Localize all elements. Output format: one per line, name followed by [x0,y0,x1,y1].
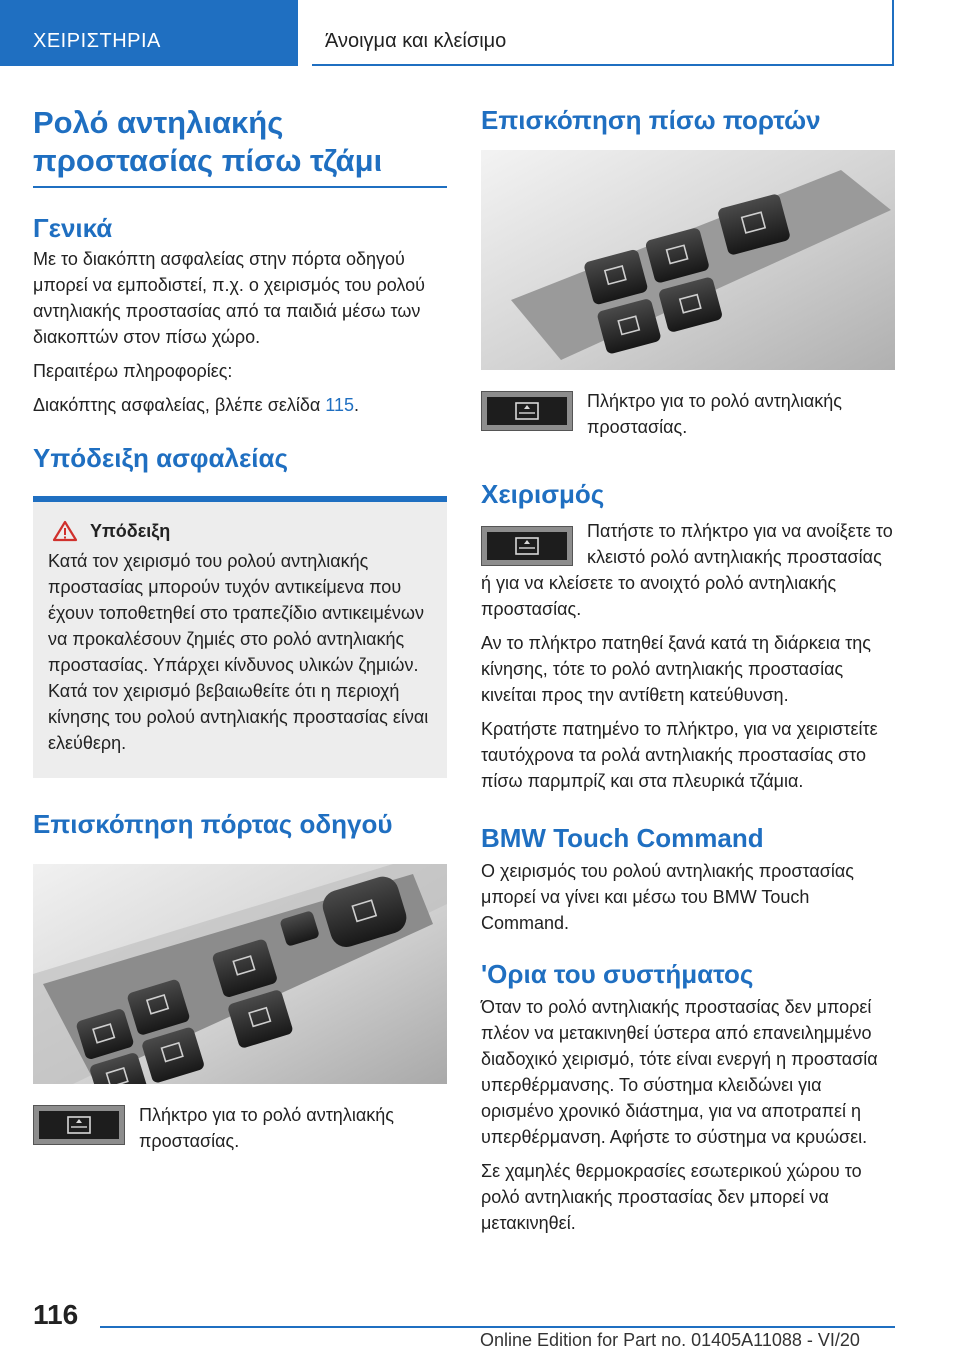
page-title-line2: προστασίας πίσω τζάμι [33,143,383,178]
title-rule [33,186,447,188]
page-number: 116 [33,1299,79,1330]
safety-heading: Υπόδειξη ασφαλείας [33,443,289,473]
driver-door-photo [33,864,447,1084]
warning-triangle-icon [52,520,78,542]
footer-rule [100,1326,895,1328]
touch-command-text: Ο χειρισμός του ρολού αντηλιακής προστασίας μπορεί να γίνει και μέσω του BMW Touch Command. [481,861,854,933]
rear-doors-heading: Επισκόπηση πίσω πορτών [481,105,821,135]
system-limits-text-2: Σε χαμηλές θερμοκρασίες εσωτερικού χώρου το ρολό αντηλιακής προστασίας δεν μπορεί να μετακινηθεί. [481,1161,862,1233]
sunblind-button-icon [33,1105,125,1145]
operation-text-1: Πατήστε το πλήκτρο για να ανοίξετε το κλειστό ρολό αντηλιακής προστασίας ή για να κλείσετε το ανοιχτό ρολό αντηλιακής προστασίας. [481,521,893,619]
driver-key-caption: Πλήκτρο για το ρολό αντηλιακής προστασίας. [139,1105,394,1151]
footer-edition: Online Edition for Part no. 01405A11088 - VI/20 [480,1330,860,1350]
system-limits-heading: 'Ορια του συστήματος [481,959,754,989]
rear-key-caption: Πλήκτρο για το ρολό αντηλιακής προστασίας. [587,391,842,437]
sunblind-button-icon [481,391,573,431]
header-chapter-label: Άνοιγμα και κλείσιμο [325,30,507,52]
page-link-115[interactable]: 115 [325,395,354,415]
general-heading: Γενικά [33,213,113,243]
left-column [33,104,447,1154]
header-section-label: ΧΕΙΡΙΣΤΗΡΙΑ [33,30,161,52]
warning-text: Κατά τον χειρισμό του ρολού αντηλιακής προστασίας μπορούν τυχόν αντικείμενα που έχουν τοποθετηθεί στο τραπεζίδιο αντικειμένων να προκαλέσουν ζημιές στο ρολό αντηλιακής προστασίας. Υπάρχει κίνδυνος υλικών ζημιών. Κατά τον χειρισμό βεβαιωθείτε ότι η περιοχή κίνησης του ρολού αντηλιακής προστασίας είναι ελεύθερη. [48,551,429,753]
rear-door-photo [481,150,895,370]
operation-text-3: Κρατήστε πατημένο το πλήκτρο, για να χειριστείτε ταυτόχρονα τα ρολά αντηλιακής προστασίας στο πίσω παρμπρίζ και στα πλευρικά τζάμια. [481,719,878,791]
header-chapter-tab [312,0,894,66]
header-section-tab [0,0,298,66]
operation-block [481,518,895,622]
operation-text-2: Αν το πλήκτρο πατηθεί ξανά κατά τη διάρκεια της κίνησης, τότε το ρολό αντηλιακής προστασίας κινείται προς την αντίθετη κατεύθυνση. [481,633,871,705]
switch-reference: Διακόπτης ασφαλείας, βλέπε σελίδα 115. [33,395,359,415]
warning-box [33,496,447,778]
more-info-text: Περαιτέρω πληροφορίες: [33,361,233,381]
sunblind-button-icon [481,526,573,566]
general-text: Με το διακόπτη ασφαλείας στην πόρτα οδηγού μπορεί να εμποδιστεί, π.χ. ο χειρισμός του ρολού αντηλιακής προστασίας από τα παιδιά μέσω των διακοπτών στον πίσω χώρο. [33,249,426,347]
touch-command-heading: BMW Touch Command [481,823,764,853]
page-title-line1: Ρολό αντηλιακής [33,105,284,140]
page-title [33,104,447,180]
system-limits-text-1: Όταν το ρολό αντηλιακής προστασίας δεν μπορεί πλέον να μετακινηθεί ύστερα από επανειλημμένο διαδοχικό χειρισμό, τότε είναι ενεργή η προστασία υπερθέρμανσης. Το σύστημα κλειδώνει για ορισμένο χρονικό διάστημα, για να αποτραπεί η υπερθέρμανση. Αφήστε το σύστημα να κρυώσει. [481,997,878,1147]
operation-heading: Χειρισμός [481,479,605,509]
switch-reference-text: Διακόπτης ασφαλείας, βλέπε σελίδα [33,395,326,415]
driver-door-heading: Επισκόπηση πόρτας οδηγού [33,809,393,839]
right-column [481,104,895,1236]
warning-title: Υπόδειξη [90,520,171,541]
rear-key-legend [481,388,895,440]
driver-key-legend [33,1102,447,1154]
